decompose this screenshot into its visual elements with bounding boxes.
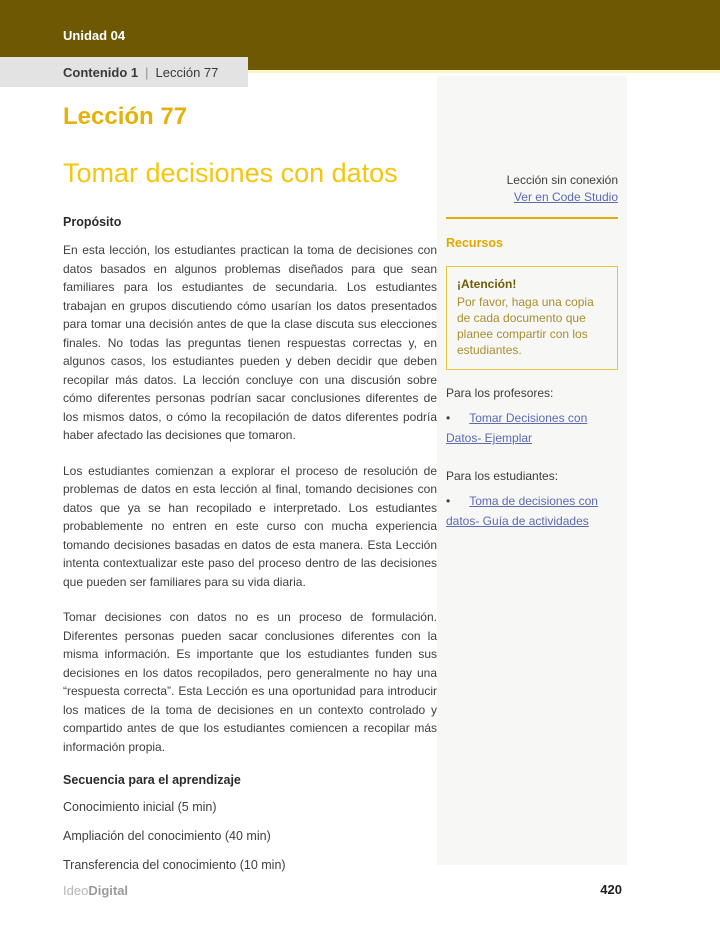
students-label: Para los estudiantes: [446, 469, 559, 483]
offline-block [446, 172, 618, 206]
bullet-icon: • [446, 494, 451, 508]
tab-content-label: Contenido 1 [63, 64, 139, 80]
main-content [63, 0, 437, 874]
tab-lesson-label: Lección 77 [155, 64, 219, 80]
attention-box [446, 266, 618, 370]
sequence-item-expansion: Ampliación del conocimiento (40 min) [63, 829, 271, 843]
offline-label: Lección sin conexión [506, 173, 618, 187]
sequence-item-transfer: Transferencia del conocimiento (10 min) [63, 858, 286, 872]
attention-text: Por favor, haga una copia de cada documento que planee compartir con los estudiantes. [457, 295, 594, 357]
bullet-icon: • [446, 411, 451, 425]
sidebar [437, 76, 627, 865]
teachers-resource-link[interactable]: Tomar Decisiones con Datos- Ejemplar [446, 411, 588, 445]
sequence-item-initial: Conocimiento inicial (5 min) [63, 800, 217, 814]
sidebar-divider [446, 217, 618, 219]
purpose-paragraph-2: Los estudiantes comienzan a explorar el proceso de resolución de problemas de datos en esta lección al final, tomando decisiones con datos que ya se han recopilado e interpretado. Los estudiantes probablemente no entren en este curso con mucha experiencia tomando decisiones basadas en datos de esta manera. Esta Lección intenta contextualizar este paso del proceso dentro de las decisiones que pueden ser familiares para su vida diaria. [63, 463, 437, 589]
tab-separator: | [145, 64, 149, 80]
sequence-heading: Secuencia para el aprendizaje [63, 773, 241, 787]
lesson-number-title: Lección 77 [63, 103, 188, 130]
footer-brand [63, 883, 128, 898]
teachers-label: Para los profesores: [446, 386, 554, 400]
lesson-title: Tomar decisiones con datos [63, 158, 398, 188]
brand-digital: Digital [88, 883, 129, 898]
resources-heading: Recursos [446, 236, 503, 250]
brand-ideo: Ideo [63, 883, 89, 898]
attention-title: ¡Atención! [457, 277, 517, 291]
purpose-paragraph-1: En esta lección, los estudiantes practican la toma de decisiones con datos basados en algunos problemas diseñados para que sean familiares para los estudiantes de secundaria. Los estudiantes trabajan en grupos discutiendo cómo usarían los datos presentados para tomar una decisión antes de que la clase discuta sus elecciones finales. No todas las preguntas tienen respuestas correctas y, en algunos casos, los estudiantes pueden y deben decidir que deben recopilar más datos. La lección concluye con una discusión sobre cómo diferentes personas podrían sacar conclusiones diferentes de los mismos datos, o cómo la recopilación de datos diferentes podría haber afectado las decisiones que tomaron. [63, 243, 437, 442]
page-number: 420 [600, 882, 622, 897]
code-studio-link[interactable]: Ver en Code Studio [513, 190, 618, 204]
teachers-resource-item [446, 408, 592, 448]
content-tab [0, 57, 248, 87]
students-resource-link[interactable]: Toma de decisiones con datos- Guía de actividades [446, 494, 598, 528]
purpose-paragraph-3: Tomar decisiones con datos no es un proceso de formulación. Diferentes personas pueden sacar conclusiones diferentes con la misma información. Es importante que los estudiantes funden sus decisiones en los datos recopilados, pero generalmente no hay una “respuesta correcta”. Esta Lección es una oportunidad para introducir los matices de la toma de decisiones en un contexto controlado y compartido antes de que los estudiantes comiencen a recopilar más información propia. [63, 610, 437, 754]
purpose-heading: Propósito [63, 215, 122, 229]
students-resource-item [446, 491, 606, 531]
unit-label: Unidad 04 [63, 28, 126, 43]
